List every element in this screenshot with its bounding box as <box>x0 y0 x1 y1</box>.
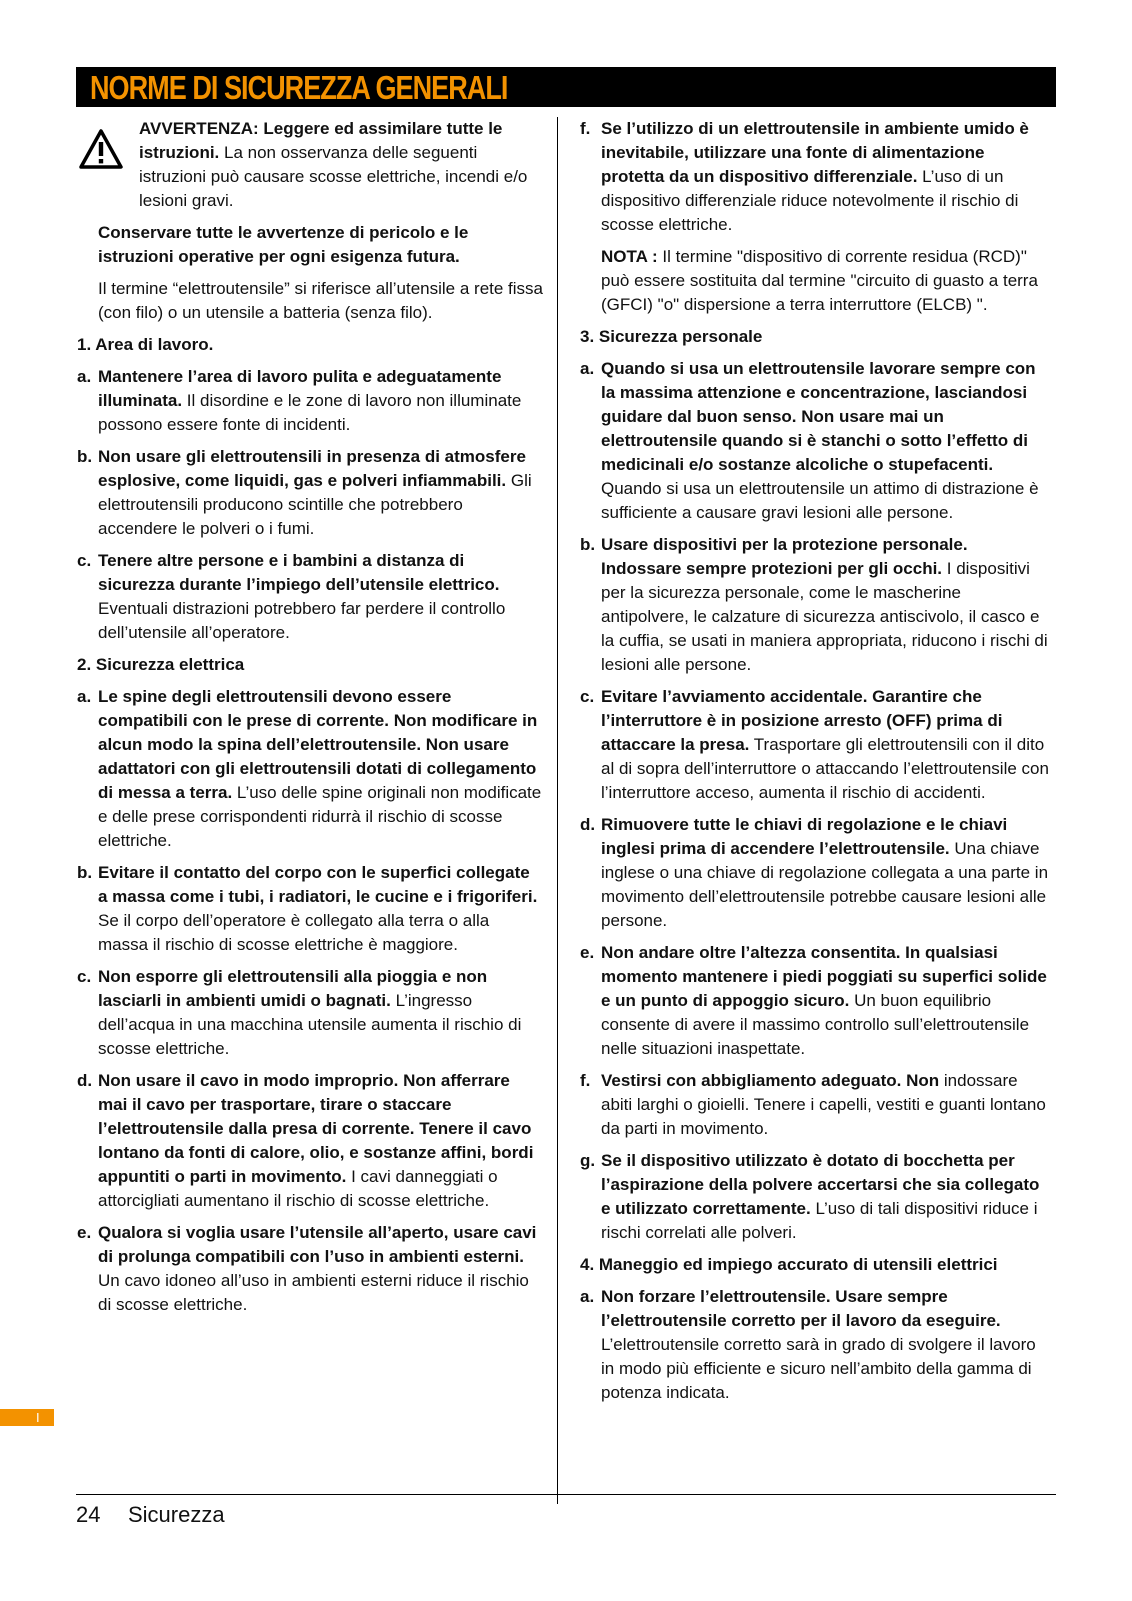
section-heading: 1. Area di lavoro. <box>77 335 214 354</box>
note: NOTA : Il termine "dispositivo di corrente residua (RCD)" può essere sostituita dal termine "circuito di guasto a terra (GFCI) "o" dispersione a terra interruttore (ELCB) ". <box>601 247 1038 314</box>
term-definition: Il termine “elettroutensile” si riferisce all’utensile a rete fissa (con filo) o un utensile a batteria (senza filo). <box>98 279 544 322</box>
warning-triangle-icon <box>79 129 123 169</box>
language-tab <box>0 1409 54 1426</box>
list-item: a. Non forzare l’elettroutensile. Usare sempre l’elettroutensile corretto per il lavoro da eseguire. L’elettroutensile corretto sarà in grado di svolgere il lavoro in modo più efficiente e sicuro nell’ambito della gamma di potenza indicata. <box>580 1287 1036 1402</box>
warning-block <box>77 117 543 213</box>
column-divider <box>557 117 558 1504</box>
list-item: b. Usare dispositivi per la protezione personale. Indossare sempre protezioni per gli occhi. I dispositivi per la sicurezza personale, come le mascherine antipolvere, le calzature di sicurezza antiscivolo, il casco e la cuffia, se usati in maniera appropriata, riducono i rischi di lesioni alle persone. <box>580 535 1048 674</box>
list-item: g. Se il dispositivo utilizzato è dotato di bocchetta per l’aspirazione della polvere accertarsi che sia collegato e utilizzato correttamente. L’uso di tali dispositivi riduce i rischi correlati alle polveri. <box>580 1151 1040 1242</box>
list-item: b. Non usare gli elettroutensili in presenza di atmosfere esplosive, come liquidi, gas e polveri infiammabili. Gli elettroutensili producono scintille che potrebbero accendere le polveri o i fumi. <box>77 447 532 538</box>
section-name: Sicurezza <box>128 1502 225 1527</box>
section-heading: 4. Maneggio ed impiego accurato di utensili elettrici <box>580 1255 998 1274</box>
language-tab-label: I <box>36 1410 40 1425</box>
list-item: a. Mantenere l’area di lavoro pulita e adeguatamente illuminata. Il disordine e le zone di lavoro non illuminate possono essere fonte di incidenti. <box>77 367 522 434</box>
title-bar <box>76 67 1056 107</box>
list-item: b. Evitare il contatto del corpo con le superfici collegate a massa come i tubi, i radiatori, le cucine e i frigoriferi. Se il corpo dell’operatore è collegato alla terra o alla massa il rischio di scosse elettriche è maggiore. <box>77 863 538 954</box>
list-item: c. Evitare l’avviamento accidentale. Garantire che l’interruttore è in posizione arresto (OFF) prima di attaccare la presa. Trasportare gli elettroutensili con il dito al di sopra dell’interruttore o attaccando l’elettroutensile con l’interruttore acceso, aumenta il rischio di accidenti. <box>580 687 1049 802</box>
list-item: f. Vestirsi con abbigliamento adeguato. Non indossare abiti larghi o gioielli. Tenere i capelli, vestiti e guanti lontano da parti in movimento. <box>580 1071 1046 1138</box>
list-item: c. Tenere altre persone e i bambini a distanza di sicurezza durante l’impiego dell’utensile elettrico. Eventuali distrazioni potrebbero far perdere il controllo dell’utensile all’operatore. <box>77 551 506 642</box>
keep-instructions: Conservare tutte le avvertenze di pericolo e le istruzioni operative per ogni esigenza futura. <box>98 223 469 266</box>
warning-text: La non osservanza delle seguenti istruzioni può causare scosse elettriche, incendi e/o lesioni gravi. <box>139 143 528 210</box>
footer <box>76 1503 225 1527</box>
list-item: d. Rimuovere tutte le chiavi di regolazione e le chiavi inglesi prima di accendere l’elettroutensile. Una chiave inglese o una chiave di regolazione collegata a una parte in movimento dell’elettroutensile potrebbe causare lesioni alle persone. <box>580 815 1049 930</box>
left-column <box>77 117 543 1325</box>
footer-rule <box>76 1494 1056 1495</box>
warning-bold: AVVERTENZA: Leggere ed assimilare tutte le istruzioni. <box>139 119 503 162</box>
list-item: a. Quando si usa un elettroutensile lavorare sempre con la massima attenzione e concentrazione, lasciandosi guidare dal buon senso. Non usare mai un elettroutensile quando si è stanchi o sotto l’effetto di medicinali e/o sostanze alcoliche o stupefacenti. Quando si usa un elettroutensile un attimo di distrazione è sufficiente a causare gravi lesioni alle persone. <box>580 359 1039 522</box>
section-heading: 2. Sicurezza elettrica <box>77 655 245 674</box>
page-number: 24 <box>76 1502 101 1527</box>
list-item: e. Qualora si voglia usare l’utensile all’aperto, usare cavi di prolunga compatibili con l’uso in ambienti esterni. Un cavo idoneo all’uso in ambienti esterni riduce il rischio di scosse elettriche. <box>77 1223 537 1314</box>
right-column <box>580 117 1052 1413</box>
list-item: c. Non esporre gli elettroutensili alla pioggia e non lasciarli in ambienti umidi o bagnati. L’ingresso dell’acqua in una macchina utensile aumenta il rischio di scosse elettriche. <box>77 967 522 1058</box>
list-item: e. Non andare oltre l’altezza consentita. In qualsiasi momento mantenere i piedi poggiati su superfici solide e un punto di appoggio sicuro. Un buon equilibrio consente di avere il massimo controllo sull’elettroutensile nelle situazioni inaspettate. <box>580 943 1047 1058</box>
page-title: NORME DI SICUREZZA GENERALI <box>90 69 508 106</box>
list-item: f. Se l’utilizzo di un elettroutensile in ambiente umido è inevitabile, utilizzare una fonte di alimentazione protetta da un dispositivo differenziale. L’uso di un dispositivo differenziale riduce notevolmente il rischio di scosse elettriche. <box>580 119 1029 234</box>
list-item: a. Le spine degli elettroutensili devono essere compatibili con le prese di corrente. Non modificare in alcun modo la spina dell’elettroutensile. Non usare adattatori con gli elettroutensili dotati di collegamento di messa a terra. L’uso delle spine originali non modificate e delle prese corrispondenti ridurrà il rischio di scosse elettriche. <box>77 687 542 850</box>
list-item: d. Non usare il cavo in modo improprio. Non afferrare mai il cavo per trasportare, tirare o staccare l’elettroutensile dalla presa di corrente. Tenere il cavo lontano da fonti di calore, olio, e sostanze affini, bordi appuntiti o parti in movimento. I cavi danneggiati o attorcigliati aumentano il rischio di scosse elettriche. <box>77 1071 534 1210</box>
section-heading: 3. Sicurezza personale <box>580 327 763 346</box>
